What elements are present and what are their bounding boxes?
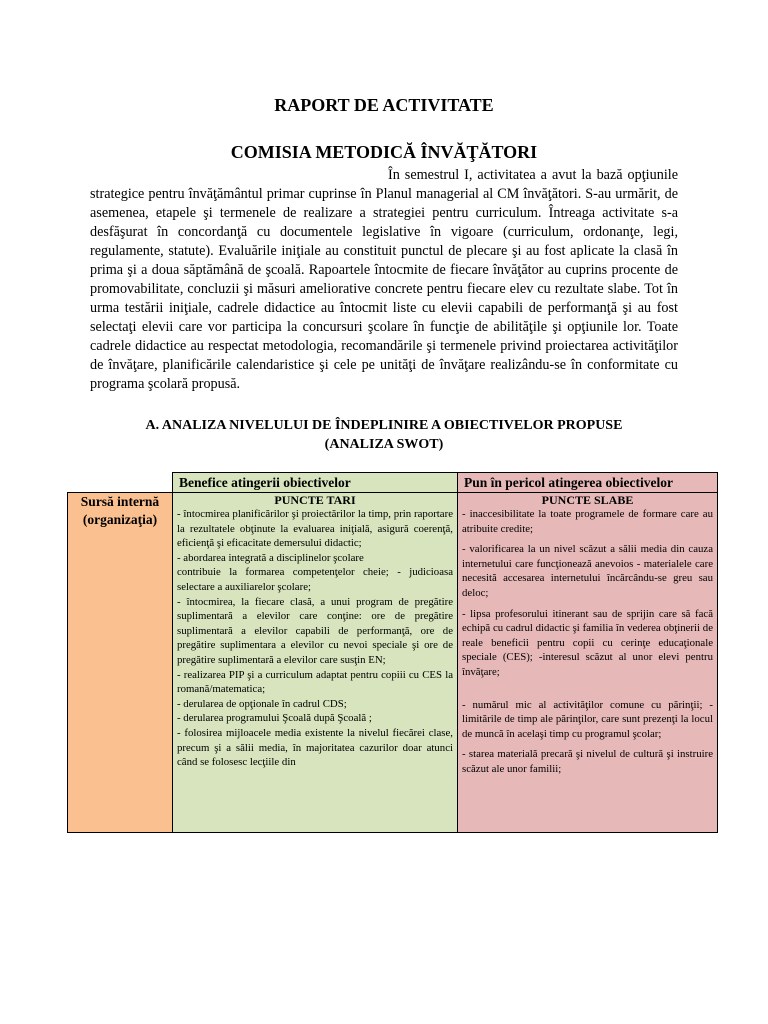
section-heading: [90, 416, 678, 454]
section-heading-line2: (ANALIZA SWOT): [324, 437, 444, 452]
beneficial-column-header: Benefice atingerii obiectivelor: [173, 473, 458, 493]
section-heading-line1: A. ANALIZA NIVELULUI DE ÎNDEPLINIRE A OBIECTIVELOR PROPUSE: [145, 418, 623, 433]
strength-item: - realizarea PIP şi a curriculum adaptat pentru copiii cu CES la romană/matematica;: [177, 668, 453, 696]
weakness-item: - starea materială precară şi nivelul de cultură şi instruire scăzut ale unor familii;: [462, 748, 713, 775]
internal-source-label: [68, 493, 173, 833]
strengths-list: [173, 507, 457, 772]
strength-item: - derularea de opţionale în cadrul CDS;: [177, 697, 347, 710]
swot-empty-corner: [68, 473, 173, 493]
risk-column-header: Pun în pericol atingerea obiectivelor: [458, 473, 718, 493]
swot-header-row: [68, 473, 718, 493]
weaknesses-cell: [458, 493, 718, 833]
strengths-cell: [173, 493, 458, 833]
strength-item: - abordarea integrată a disciplinelor şcolare: [177, 551, 364, 564]
weaknesses-list: [458, 507, 717, 779]
intro-paragraph: În semestrul I, activitatea a avut la bază opţiunile strategice pentru învăţământul primar cuprinse în Planul managerial al CM învăţători. S-au urmărit, de asemenea, etapele şi termenele de realizare a strategiei pentru curriculum. Întreaga activitate s-a desfăşurat în concordanţă cu documentele legislative în vigoare (curriculum, ordonanţe, legi, regulamente, statute). Evaluările iniţiale au constituit punctul de plecare şi au fost aplicate la clasă în prima şi a doua săptămână de şcoală. Rapoartele întocmite de fiecare învăţător au cuprins procente de promovabilitate, concluzii şi măsuri ameliorative concrete pentru fiecare elev cu rezultate slabe. Tot în urma testării iniţiale, cadrele didactice au întocmit liste cu elevii capabili de performanţă şi au fost selectaţi elevii care vor participa la concursuri şcolare în funcţie de abilităţile şi opţiunile lor. Toate cadrele didactice au respectat metodologia, recomandările şi termenele privind proiectarea activităţilor de învăţare, planificările calendaristice şi cele pe unităţi de învăţare realizându-se în conformitate cu programa şcolară propusă.: [90, 167, 678, 392]
internal-source-label-line2: (organizaţia): [82, 512, 158, 527]
strength-item: - întocmirea planificărilor şi proiectărilor la timp, prin raportare la rezultatele obţinute la evaluarea iniţială, asigură coerenţă, eficienţă şi eficacitate demersului didactic;: [177, 508, 453, 550]
weakness-item: - numărul mic al activităţilor comune cu părinţii; - limitările de timp ale părinţilor, care sunt prezenţi la locul de muncă în acelaşi timp cu programul şcolar;: [462, 698, 713, 740]
strengths-title: PUNCTE TARI: [274, 493, 356, 507]
strength-item: contribuie la formarea competenţelor cheie; - judicioasa selectare a auxiliarelor şcolare;: [177, 566, 453, 593]
report-title: RAPORT DE ACTIVITATE: [274, 95, 494, 115]
weakness-item: - lipsa profesorului itinerant sau de sprijin care să facă echipă cu cadrul didactic şi familia în vederea obţinerii de reale beneficii pentru copii cu cerinţe educaţionale speciale (CES); -interesul scăzut al unor elevi pentru învăţare;: [462, 607, 713, 678]
strength-item: - derularea programului Şcoală după Şcoală ;: [177, 712, 372, 725]
strength-item: - folosirea mijloacele media existente la nivelul fiecărei clase, precum şi a sălii media, în majoritatea cazurilor doar atunci când se folosesc lecţiile din: [177, 726, 453, 769]
strength-item: - întocmirea, la fiecare clasă, a unui program de pregătire suplimentară a elevilor care conţine: ore de pregătire suplimentară a elevilor capabili de performanţă, ore de pregătire suplimentara a elevilor cu nevoi speciale şi ore de pregătire suplimentară a elevilor care susţin EN;: [177, 595, 453, 666]
committee-title: COMISIA METODICĂ ÎNVĂŢĂTORI: [230, 142, 538, 162]
weakness-item: - valorificarea la un nivel scăzut a sălii media din cauza internetului care funcţionează anevoios - materialele care necesită accesarea internetului încărcându-se greu sau deloc;: [462, 543, 713, 599]
internal-source-row: [68, 493, 718, 833]
weakness-item: - inaccesibilitate la toate programele de formare care au atribuite credite;: [462, 508, 713, 535]
swot-table: [67, 472, 718, 833]
weaknesses-title: PUNCTE SLABE: [541, 493, 634, 507]
internal-source-label-line1: Sursă internă: [80, 494, 160, 509]
